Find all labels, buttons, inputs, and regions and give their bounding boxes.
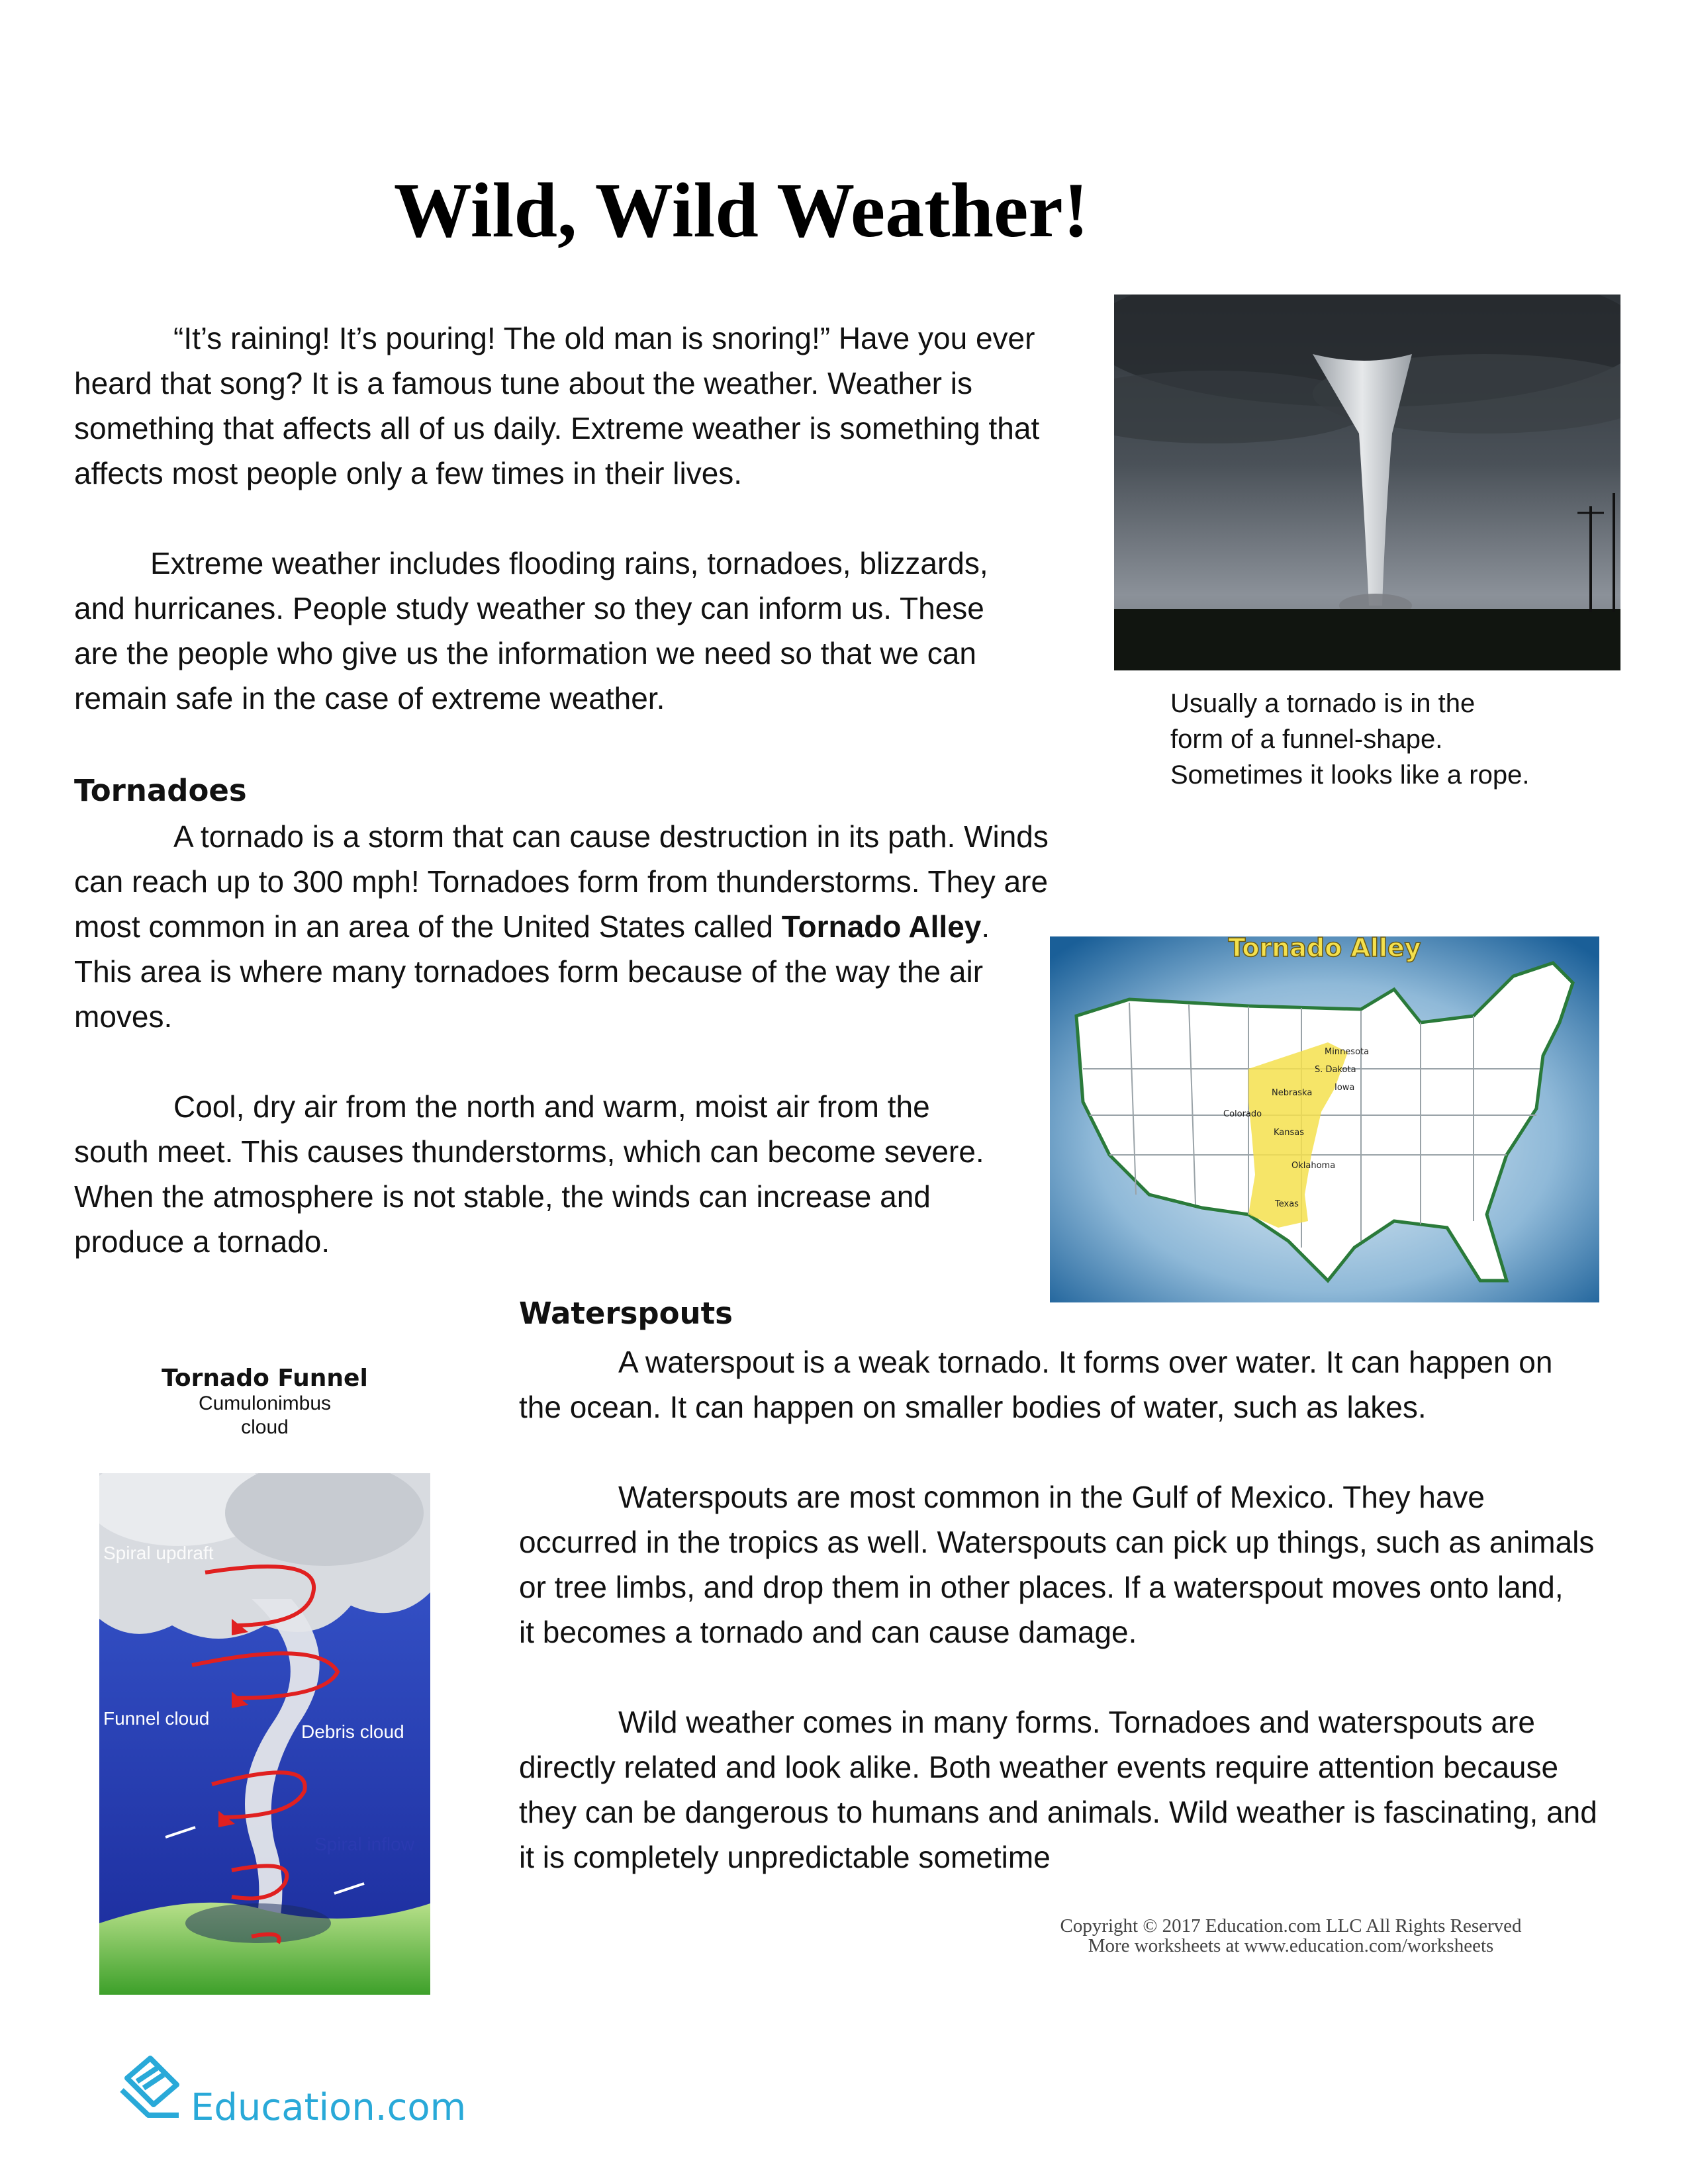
tornado-photo [1114,295,1620,670]
intro-paragraph-2 [74,541,1107,721]
tornadoes-line: A tornado is a storm that can cause destruction in its path. Winds [173,819,1049,854]
tornadoes-line: When the atmosphere is not stable, the winds can increase and [74,1179,931,1214]
waterspouts-line: directly related and look alike. Both weather events require attention because [519,1750,1559,1784]
intro-line: are the people who give us the information we need so that we can [74,636,976,670]
waterspouts-line: it is completely unpredictable sometime [519,1840,1051,1874]
tornado-alley-map [1050,936,1599,1302]
funnel-diagram-title: Tornado Funnel [162,1365,368,1392]
label-spiral-inflow: Spiral inflow [314,1834,414,1854]
map-state-label: S. Dakota [1315,1065,1356,1075]
funnel-diagram-subtitle: cloud [241,1416,289,1438]
education-logo-text[interactable]: Education.com [191,2086,467,2129]
tornado-alley-term: Tornado Alley [781,909,982,944]
map-state-label: Iowa [1335,1083,1355,1093]
tornadoes-line: produce a tornado. [74,1224,330,1259]
copyright-text: Copyright © 2017 Education.com LLC All Rights Reserved [1060,1915,1522,1936]
more-worksheets-link[interactable]: More worksheets at www.education.com/worksheets [1088,1935,1494,1956]
waterspouts-heading: Waterspouts [519,1296,733,1331]
map-state-label: Colorado [1223,1109,1262,1119]
caption-line: form of a funnel-shape. [1170,725,1443,754]
funnel-diagram-subtitle: Cumulonimbus [198,1392,332,1414]
waterspouts-line: they can be dangerous to humans and animals. Wild weather is fascinating, and [519,1795,1597,1829]
caption-line: Sometimes it looks like a rope. [1170,760,1530,790]
funnel-diagram-title-block [99,1365,430,1439]
waterspouts-line: Wild weather comes in many forms. Tornadoes and waterspouts are [618,1705,1535,1739]
label-spiral-updraft: Spiral updraft [103,1543,214,1563]
funnel-drawing [99,1473,430,1995]
intro-line: and hurricanes. People study weather so they can inform us. These [74,591,984,625]
tornado-funnel-diagram [99,1473,430,1995]
education-logo-icon [114,2052,187,2124]
waterspouts-paragraph-2 [519,1475,1644,1655]
waterspouts-line: Waterspouts are most common in the Gulf of Mexico. They have [618,1480,1485,1514]
intro-paragraph-1 [74,316,1107,496]
tornadoes-line: moves. [74,999,173,1034]
tornadoes-line: most common in an area of the United States called [74,909,782,944]
tornadoes-heading: Tornadoes [74,773,247,808]
intro-line: something that affects all of us daily. Extreme weather is something that [74,411,1040,445]
map-state-label: Texas [1275,1199,1299,1209]
map-state-label: Minnesota [1325,1047,1370,1057]
waterspouts-paragraph-1 [519,1340,1638,1430]
label-funnel-cloud: Funnel cloud [103,1708,210,1729]
tornadoes-line: can reach up to 300 mph! Tornadoes form from thunderstorms. They are [74,864,1049,899]
tornadoes-line: This area is where many tornadoes form because of the way the air [74,954,984,989]
tornadoes-line: . [981,909,990,944]
waterspouts-line: it becomes a tornado and can cause damage. [519,1615,1137,1649]
tornadoes-paragraph-1 [74,814,1133,1039]
map-state-label: Nebraska [1272,1088,1313,1098]
intro-line: affects most people only a few times in their lives. [74,456,743,490]
copyright-block [993,1916,1589,1956]
intro-line: “It’s raining! It’s pouring! The old man is snoring!” Have you ever [173,321,1035,355]
intro-line: Extreme weather includes flooding rains, tornadoes, blizzards, [150,546,988,580]
waterspouts-line: A waterspout is a weak tornado. It forms over water. It can happen on [618,1345,1553,1379]
photo-caption [1170,686,1634,793]
waterspouts-line: or tree limbs, and drop them in other places. If a waterspout moves onto land, [519,1570,1564,1604]
waterspouts-paragraph-3 [519,1700,1644,1880]
tornadoes-paragraph-2 [74,1084,1041,1264]
waterspouts-line: occurred in the tropics as well. Waterspouts can pick up things, such as animals [519,1525,1595,1559]
label-debris-cloud: Debris cloud [301,1721,404,1742]
intro-line: heard that song? It is a famous tune about the weather. Weather is [74,366,972,400]
map-title: Tornado Alley [1228,936,1421,962]
tornadoes-line: south meet. This causes thunderstorms, which can become severe. [74,1134,984,1169]
waterspouts-line: the ocean. It can happen on smaller bodies of water, such as lakes. [519,1390,1427,1424]
intro-line: remain safe in the case of extreme weather. [74,681,665,715]
us-map-drawing [1050,936,1599,1302]
tornadoes-line: Cool, dry air from the north and warm, moist air from the [173,1089,930,1124]
map-state-label: Kansas [1274,1128,1305,1138]
map-state-label: Oklahoma [1291,1161,1336,1171]
tornado-photo-drawing [1114,295,1620,670]
page-title: Wild, Wild Weather! [393,167,1090,253]
caption-line: Usually a tornado is in the [1170,689,1476,718]
